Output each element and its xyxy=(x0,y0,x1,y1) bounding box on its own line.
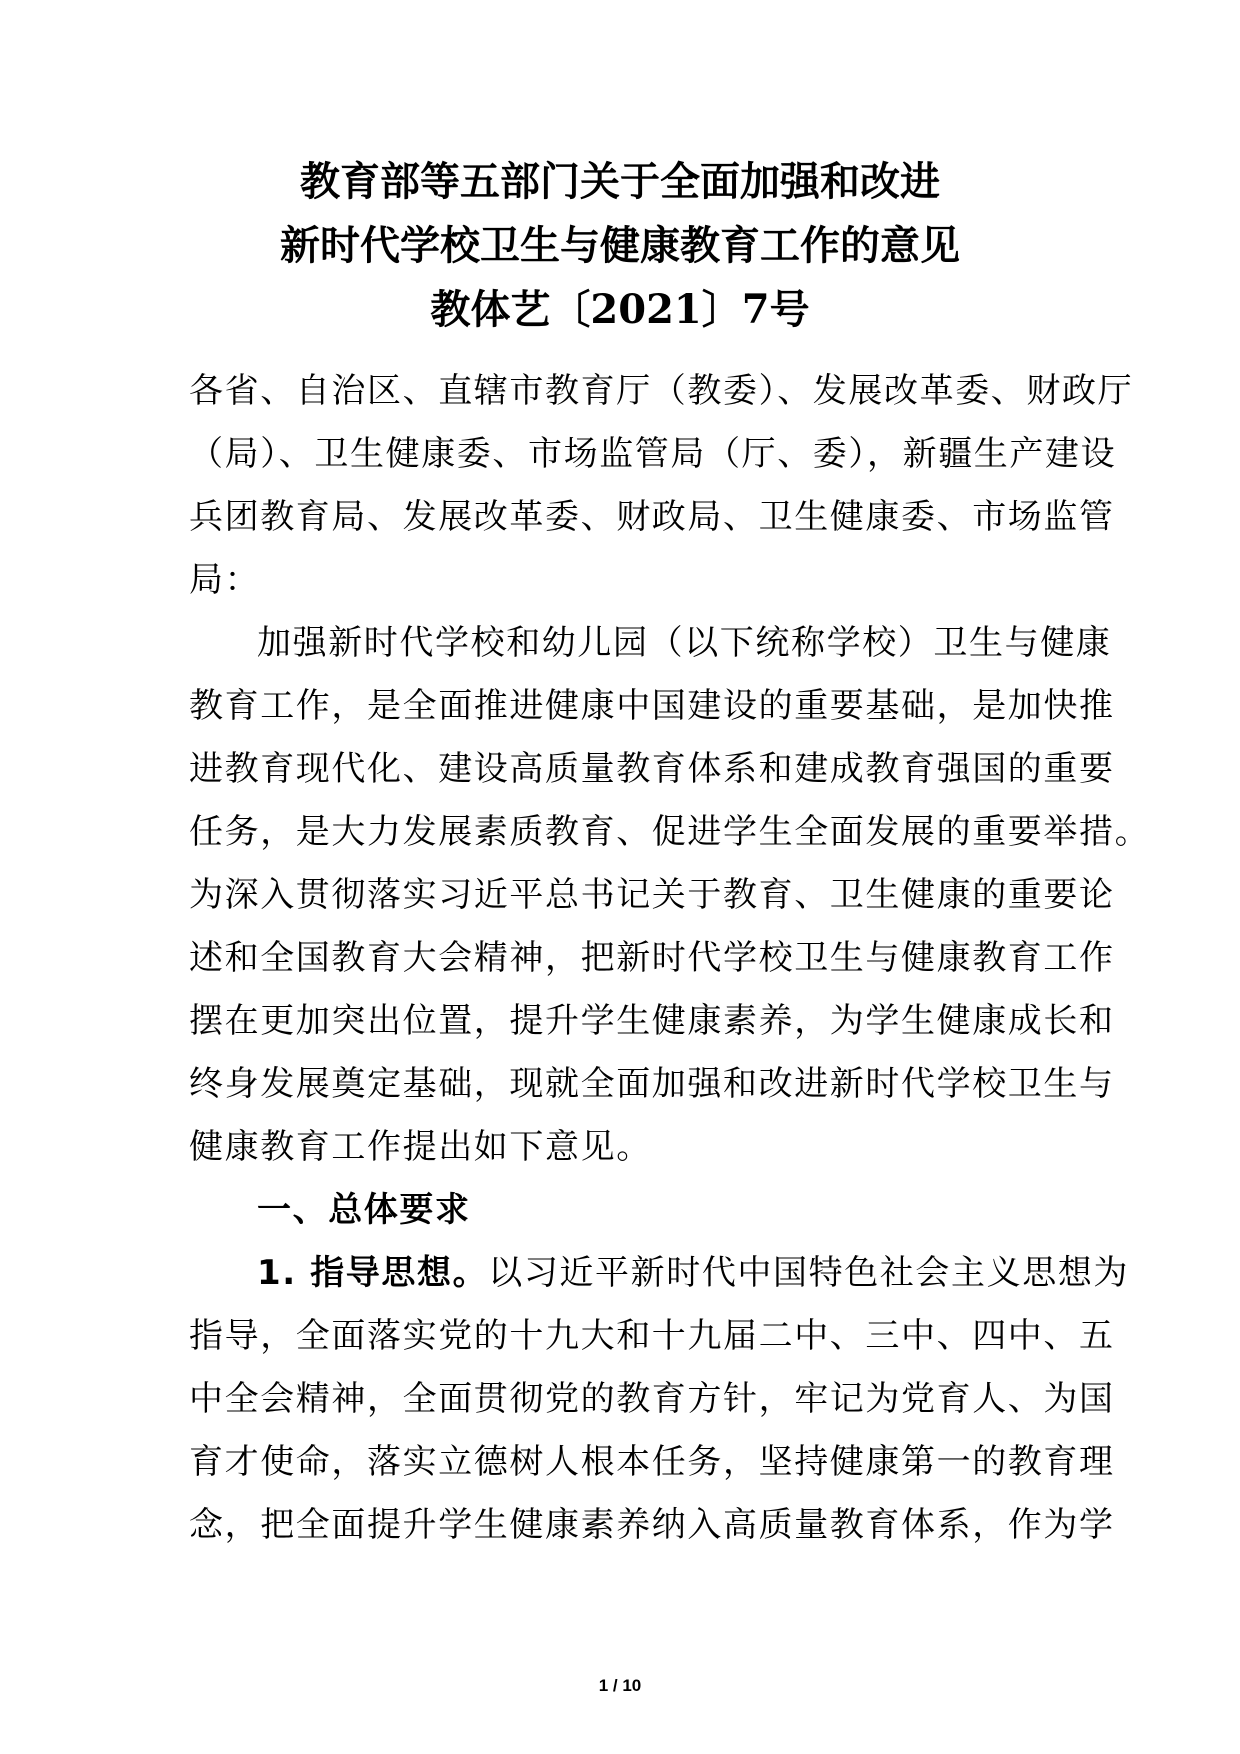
addressee-line: 各省、自治区、直辖市教育厅（教委）、发展改革委、财政厅 xyxy=(189,371,1134,411)
document-number: 教体艺〔2021〕7号 xyxy=(430,286,810,333)
item-1-lead: 1. 指导思想。 xyxy=(257,1253,489,1293)
title-line-2: 新时代学校卫生与健康教育工作的意见 xyxy=(280,222,960,269)
page-number: 1 / 10 xyxy=(598,1676,642,1695)
section-heading: 一、总体要求 xyxy=(257,1190,471,1230)
intro-line: 健康教育工作提出如下意见。 xyxy=(189,1127,652,1167)
intro-line: 摆在更加突出位置，提升学生健康素养，为学生健康成长和 xyxy=(189,1001,1115,1041)
intro-line: 教育工作，是全面推进健康中国建设的重要基础，是加快推 xyxy=(189,686,1115,726)
intro-line: 终身发展奠定基础，现就全面加强和改进新时代学校卫生与 xyxy=(189,1064,1115,1104)
intro-line: 加强新时代学校和幼儿园（以下统称学校）卫生与健康 xyxy=(257,623,1112,663)
section-heading-paragraph xyxy=(189,1179,1049,1242)
addressee-line: （局）、卫生健康委、市场监管局（厅、委），新疆生产建设 xyxy=(189,434,1117,474)
intro-line: 进教育现代化、建设高质量教育体系和建成教育强国的重要 xyxy=(189,749,1115,789)
document-title xyxy=(0,150,1240,342)
item-1-first-line xyxy=(189,1242,1130,1305)
addressee-line: 局： xyxy=(189,560,261,600)
intro-line: 任务，是大力发展素质教育、促进学生全面发展的重要举措。 xyxy=(189,812,1151,852)
item-1-line: 育才使命，落实立德树人根本任务，坚持健康第一的教育理 xyxy=(189,1442,1115,1482)
document-body xyxy=(189,360,1151,1557)
item-1-line: 念，把全面提升学生健康素养纳入高质量教育体系，作为学 xyxy=(189,1505,1115,1545)
item-1-line: 指导，全面落实党的十九大和十九届二中、三中、四中、五 xyxy=(189,1316,1115,1356)
addressee-line: 兵团教育局、发展改革委、财政局、卫生健康委、市场监管 xyxy=(189,497,1115,537)
intro-paragraph xyxy=(189,612,1151,1179)
addressee-paragraph xyxy=(189,360,1134,612)
intro-line: 为深入贯彻落实习近平总书记关于教育、卫生健康的重要论 xyxy=(189,875,1115,915)
title-line-1: 教育部等五部门关于全面加强和改进 xyxy=(300,158,940,205)
item-1-paragraph xyxy=(189,1242,1130,1557)
item-1-first-line-rest: 以习近平新时代中国特色社会主义思想为 xyxy=(488,1253,1130,1293)
intro-line: 述和全国教育大会精神，把新时代学校卫生与健康教育工作 xyxy=(189,938,1115,978)
item-1-line: 中全会精神，全面贯彻党的教育方针，牢记为党育人、为国 xyxy=(189,1379,1115,1419)
